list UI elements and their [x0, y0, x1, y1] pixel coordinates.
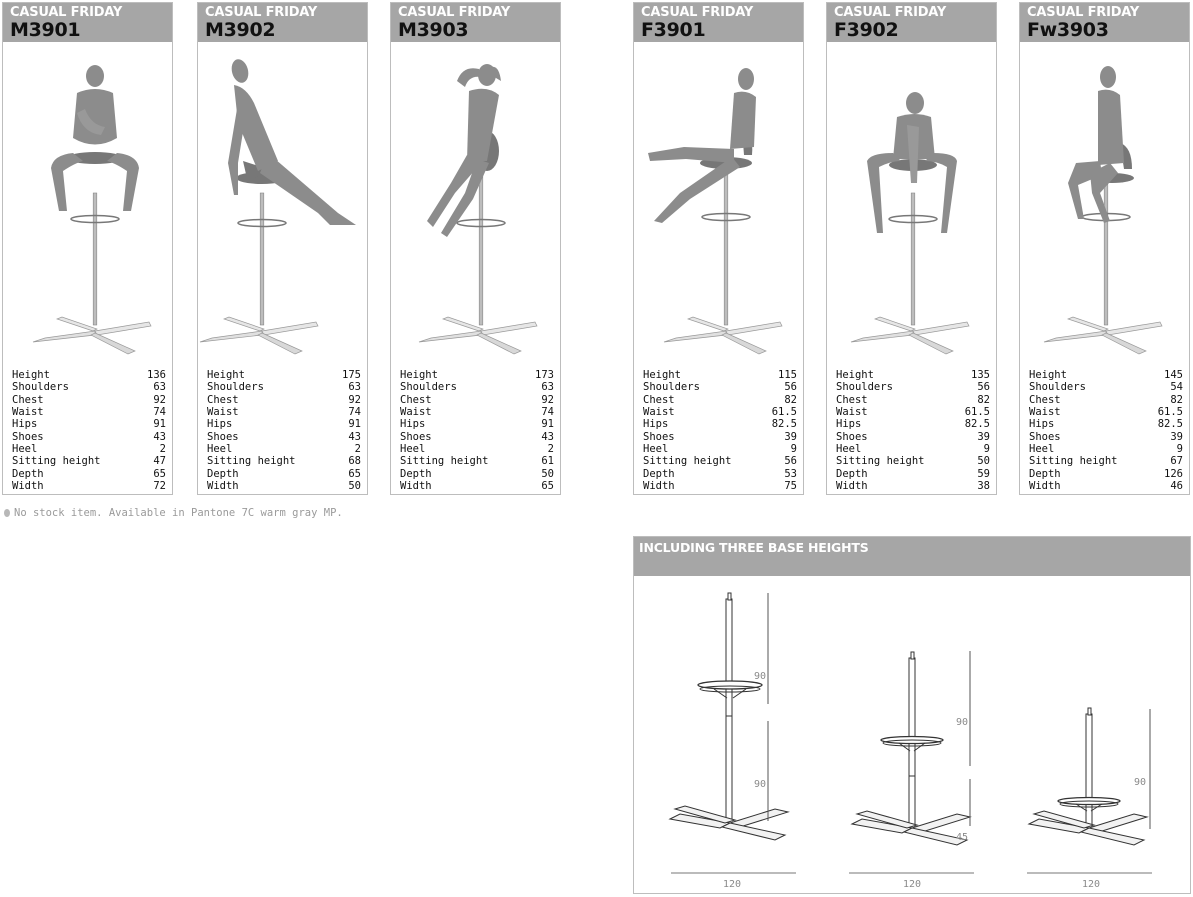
spec-table	[400, 369, 554, 492]
product-card-m3901	[2, 2, 173, 495]
spec-value: 175	[342, 369, 361, 381]
spec-label: Height	[643, 369, 681, 381]
spec-row	[207, 381, 361, 393]
stand-1-dim-lower: 90	[754, 779, 767, 790]
spec-row	[643, 455, 797, 467]
spec-row	[400, 369, 554, 381]
series-name: CASUAL FRIDAY	[834, 5, 947, 20]
spec-table	[836, 369, 990, 492]
spec-label: Shoulders	[400, 381, 457, 394]
spec-table	[1029, 369, 1183, 492]
spec-row	[836, 406, 990, 418]
spec-label: Sitting height	[1029, 455, 1118, 468]
spec-value: 68	[348, 455, 361, 468]
bullet-dot-icon	[4, 509, 10, 517]
spec-value: 82	[977, 393, 990, 406]
spec-row	[400, 381, 554, 393]
base-heights-diagram	[634, 576, 1190, 894]
stand-3-dim-upper: 90	[1134, 777, 1147, 788]
spec-label: Sitting height	[400, 455, 489, 468]
spec-label: Height	[207, 369, 245, 381]
spec-row	[12, 468, 166, 480]
spec-label: Shoulders	[12, 381, 69, 394]
spec-row	[400, 455, 554, 467]
series-name: CASUAL FRIDAY	[205, 5, 318, 20]
card-header	[3, 3, 172, 42]
spec-row	[400, 480, 554, 492]
spec-value: 92	[541, 393, 554, 406]
spec-label: Sitting height	[836, 455, 925, 468]
spec-label: Width	[1029, 480, 1061, 493]
spec-row	[643, 406, 797, 418]
spec-value: 61.5	[771, 406, 797, 419]
spec-label: Sitting height	[207, 455, 296, 468]
spec-label: Chest	[836, 393, 868, 406]
spec-value: 59	[977, 467, 990, 480]
spec-label: Width	[836, 480, 868, 493]
base-heights-panel	[633, 536, 1191, 894]
spec-table	[12, 369, 166, 492]
spec-row	[207, 394, 361, 406]
spec-label: Heel	[12, 443, 38, 456]
spec-label: Heel	[207, 443, 233, 456]
spec-row	[12, 443, 166, 455]
spec-value: 39	[784, 430, 797, 443]
card-header	[391, 3, 560, 42]
stool-stand	[1044, 173, 1162, 354]
spec-value: 135	[971, 369, 990, 381]
spec-row	[643, 468, 797, 480]
spec-value: 9	[790, 443, 797, 456]
spec-row	[643, 418, 797, 430]
spec-value: 61.5	[1157, 406, 1183, 419]
spec-row	[400, 418, 554, 430]
spec-row	[400, 406, 554, 418]
spec-label: Chest	[643, 393, 675, 406]
mannequin-illustration	[3, 43, 172, 363]
spec-row	[836, 443, 990, 455]
spec-value: 145	[1164, 369, 1183, 381]
spec-value: 38	[977, 480, 990, 493]
spec-row	[643, 431, 797, 443]
stand-3	[1027, 708, 1152, 873]
spec-row	[207, 455, 361, 467]
spec-value: 39	[977, 430, 990, 443]
spec-value: 82.5	[771, 418, 797, 431]
spec-row	[207, 406, 361, 418]
footnote-text: No stock item. Available in Pantone 7C warm gray MP.	[14, 507, 343, 519]
spec-row	[643, 394, 797, 406]
spec-value: 91	[348, 418, 361, 431]
spec-row	[12, 369, 166, 381]
spec-value: 56	[784, 455, 797, 468]
spec-row	[1029, 480, 1183, 492]
spec-row	[836, 394, 990, 406]
stand-2-dim-lower: 45	[956, 832, 969, 843]
spec-label: Waist	[836, 406, 868, 419]
spec-value: 2	[547, 443, 554, 456]
spec-value: 82	[1170, 393, 1183, 406]
spec-row	[12, 480, 166, 492]
spec-label: Sitting height	[12, 455, 101, 468]
spec-label: Height	[400, 369, 438, 381]
spec-label: Heel	[836, 443, 862, 456]
spec-label: Chest	[12, 393, 44, 406]
spec-label: Width	[12, 480, 44, 493]
spec-value: 136	[147, 369, 166, 381]
spec-label: Heel	[643, 443, 669, 456]
spec-label: Shoes	[1029, 430, 1061, 443]
spec-value: 43	[348, 430, 361, 443]
spec-row	[207, 369, 361, 381]
mannequin-illustration	[198, 43, 367, 363]
spec-label: Chest	[400, 393, 432, 406]
spec-label: Depth	[207, 467, 239, 480]
spec-row	[400, 394, 554, 406]
card-header	[827, 3, 996, 42]
series-name: CASUAL FRIDAY	[398, 5, 511, 20]
spec-row	[400, 431, 554, 443]
spec-row	[207, 468, 361, 480]
spec-row	[1029, 468, 1183, 480]
spec-value: 74	[348, 406, 361, 419]
spec-value: 91	[541, 418, 554, 431]
spec-label: Width	[400, 480, 432, 493]
spec-value: 9	[1176, 443, 1183, 456]
mannequin-illustration	[391, 43, 560, 363]
spec-row	[207, 431, 361, 443]
spec-label: Shoes	[207, 430, 239, 443]
series-name: CASUAL FRIDAY	[10, 5, 123, 20]
spec-row	[836, 455, 990, 467]
spec-value: 47	[153, 455, 166, 468]
spec-label: Depth	[643, 467, 675, 480]
product-card-f3902	[826, 2, 997, 495]
product-card-fw3903	[1019, 2, 1190, 495]
spec-label: Hips	[207, 418, 233, 431]
model-number: M3903	[398, 19, 469, 41]
spec-label: Shoes	[12, 430, 44, 443]
product-card-m3903	[390, 2, 561, 495]
spec-label: Hips	[643, 418, 669, 431]
spec-row	[643, 369, 797, 381]
stool-stand	[419, 173, 537, 354]
spec-label: Heel	[400, 443, 426, 456]
spec-label: Depth	[12, 467, 44, 480]
spec-label: Heel	[1029, 443, 1055, 456]
spec-value: 54	[1170, 381, 1183, 394]
spec-row	[643, 480, 797, 492]
spec-value: 43	[153, 430, 166, 443]
spec-row	[836, 381, 990, 393]
spec-label: Hips	[400, 418, 426, 431]
spec-value: 61.5	[964, 406, 990, 419]
series-name: CASUAL FRIDAY	[641, 5, 754, 20]
spec-row	[207, 418, 361, 430]
spec-value: 82.5	[1157, 418, 1183, 431]
spec-row	[12, 418, 166, 430]
mannequin-illustration	[1020, 43, 1189, 363]
stand-1-dim-upper: 90	[754, 671, 767, 682]
spec-row	[207, 443, 361, 455]
spec-label: Shoulders	[643, 381, 700, 394]
spec-value: 50	[348, 480, 361, 493]
spec-row	[836, 480, 990, 492]
spec-value: 74	[541, 406, 554, 419]
spec-row	[400, 443, 554, 455]
spec-row	[1029, 443, 1183, 455]
spec-row	[643, 443, 797, 455]
spec-label: Waist	[1029, 406, 1061, 419]
stand-3-dim-width: 120	[1082, 879, 1101, 890]
spec-row	[12, 455, 166, 467]
spec-label: Shoes	[836, 430, 868, 443]
spec-row	[12, 431, 166, 443]
spec-value: 173	[535, 369, 554, 381]
spec-label: Hips	[1029, 418, 1055, 431]
spec-row	[836, 369, 990, 381]
stand-2-dim-width: 120	[903, 879, 922, 890]
spec-row	[12, 406, 166, 418]
spec-label: Sitting height	[643, 455, 732, 468]
spec-row	[1029, 381, 1183, 393]
spec-label: Depth	[836, 467, 868, 480]
spec-value: 53	[784, 467, 797, 480]
mannequin-illustration	[827, 43, 996, 363]
card-header	[634, 3, 803, 42]
spec-value: 63	[541, 381, 554, 394]
spec-row	[1029, 418, 1183, 430]
series-name: CASUAL FRIDAY	[1027, 5, 1140, 20]
spec-row	[12, 394, 166, 406]
stool-stand	[33, 193, 151, 354]
spec-label: Waist	[207, 406, 239, 419]
spec-value: 39	[1170, 430, 1183, 443]
model-number: M3901	[10, 19, 81, 41]
spec-label: Shoes	[643, 430, 675, 443]
stool-stand	[200, 193, 318, 354]
spec-row	[1029, 406, 1183, 418]
spec-value: 126	[1164, 467, 1183, 480]
spec-label: Shoes	[400, 430, 432, 443]
spec-label: Height	[836, 369, 874, 381]
mannequin-illustration	[634, 43, 803, 363]
spec-row	[836, 431, 990, 443]
spec-row	[836, 468, 990, 480]
spec-value: 50	[541, 467, 554, 480]
spec-value: 67	[1170, 455, 1183, 468]
spec-value: 2	[354, 443, 361, 456]
product-card-f3901	[633, 2, 804, 495]
spec-value: 82	[784, 393, 797, 406]
spec-value: 91	[153, 418, 166, 431]
spec-table	[207, 369, 361, 492]
spec-label: Hips	[12, 418, 38, 431]
spec-label: Chest	[1029, 393, 1061, 406]
spec-label: Height	[1029, 369, 1067, 381]
spec-value: 72	[153, 480, 166, 493]
spec-label: Height	[12, 369, 50, 381]
spec-value: 63	[348, 381, 361, 394]
spec-label: Waist	[12, 406, 44, 419]
spec-value: 56	[784, 381, 797, 394]
spec-value: 56	[977, 381, 990, 394]
spec-row	[1029, 394, 1183, 406]
spec-row	[12, 381, 166, 393]
spec-value: 46	[1170, 480, 1183, 493]
stand-1	[670, 593, 796, 873]
spec-value: 82.5	[964, 418, 990, 431]
model-number: M3902	[205, 19, 276, 41]
spec-label: Waist	[643, 406, 675, 419]
stand-1-dim-width: 120	[723, 879, 742, 890]
card-header	[1020, 3, 1189, 42]
spec-row	[1029, 455, 1183, 467]
spec-label: Shoulders	[207, 381, 264, 394]
spec-value: 115	[778, 369, 797, 381]
spec-value: 65	[348, 467, 361, 480]
model-number: Fw3903	[1027, 19, 1109, 41]
spec-value: 74	[153, 406, 166, 419]
spec-row	[643, 381, 797, 393]
stand-2-dim-upper: 90	[956, 717, 969, 728]
spec-label: Shoulders	[836, 381, 893, 394]
spec-row	[207, 480, 361, 492]
model-number: F3901	[641, 19, 706, 41]
spec-value: 61	[541, 455, 554, 468]
base-heights-title: INCLUDING THREE BASE HEIGHTS	[634, 537, 1190, 576]
spec-row	[1029, 431, 1183, 443]
spec-table	[643, 369, 797, 492]
spec-value: 92	[348, 393, 361, 406]
spec-value: 50	[977, 455, 990, 468]
spec-label: Hips	[836, 418, 862, 431]
spec-row	[1029, 369, 1183, 381]
spec-value: 75	[784, 480, 797, 493]
spec-label: Width	[207, 480, 239, 493]
spec-label: Shoulders	[1029, 381, 1086, 394]
spec-label: Chest	[207, 393, 239, 406]
spec-value: 2	[159, 443, 166, 456]
model-number: F3902	[834, 19, 899, 41]
spec-row	[836, 418, 990, 430]
spec-label: Waist	[400, 406, 432, 419]
spec-value: 9	[983, 443, 990, 456]
spec-label: Width	[643, 480, 675, 493]
stool-stand	[851, 193, 969, 354]
footnote	[4, 507, 343, 519]
spec-label: Depth	[400, 467, 432, 480]
spec-value: 92	[153, 393, 166, 406]
spec-row	[400, 468, 554, 480]
product-card-m3902	[197, 2, 368, 495]
spec-value: 63	[153, 381, 166, 394]
card-header	[198, 3, 367, 42]
spec-value: 43	[541, 430, 554, 443]
spec-value: 65	[541, 480, 554, 493]
spec-label: Depth	[1029, 467, 1061, 480]
spec-value: 65	[153, 467, 166, 480]
